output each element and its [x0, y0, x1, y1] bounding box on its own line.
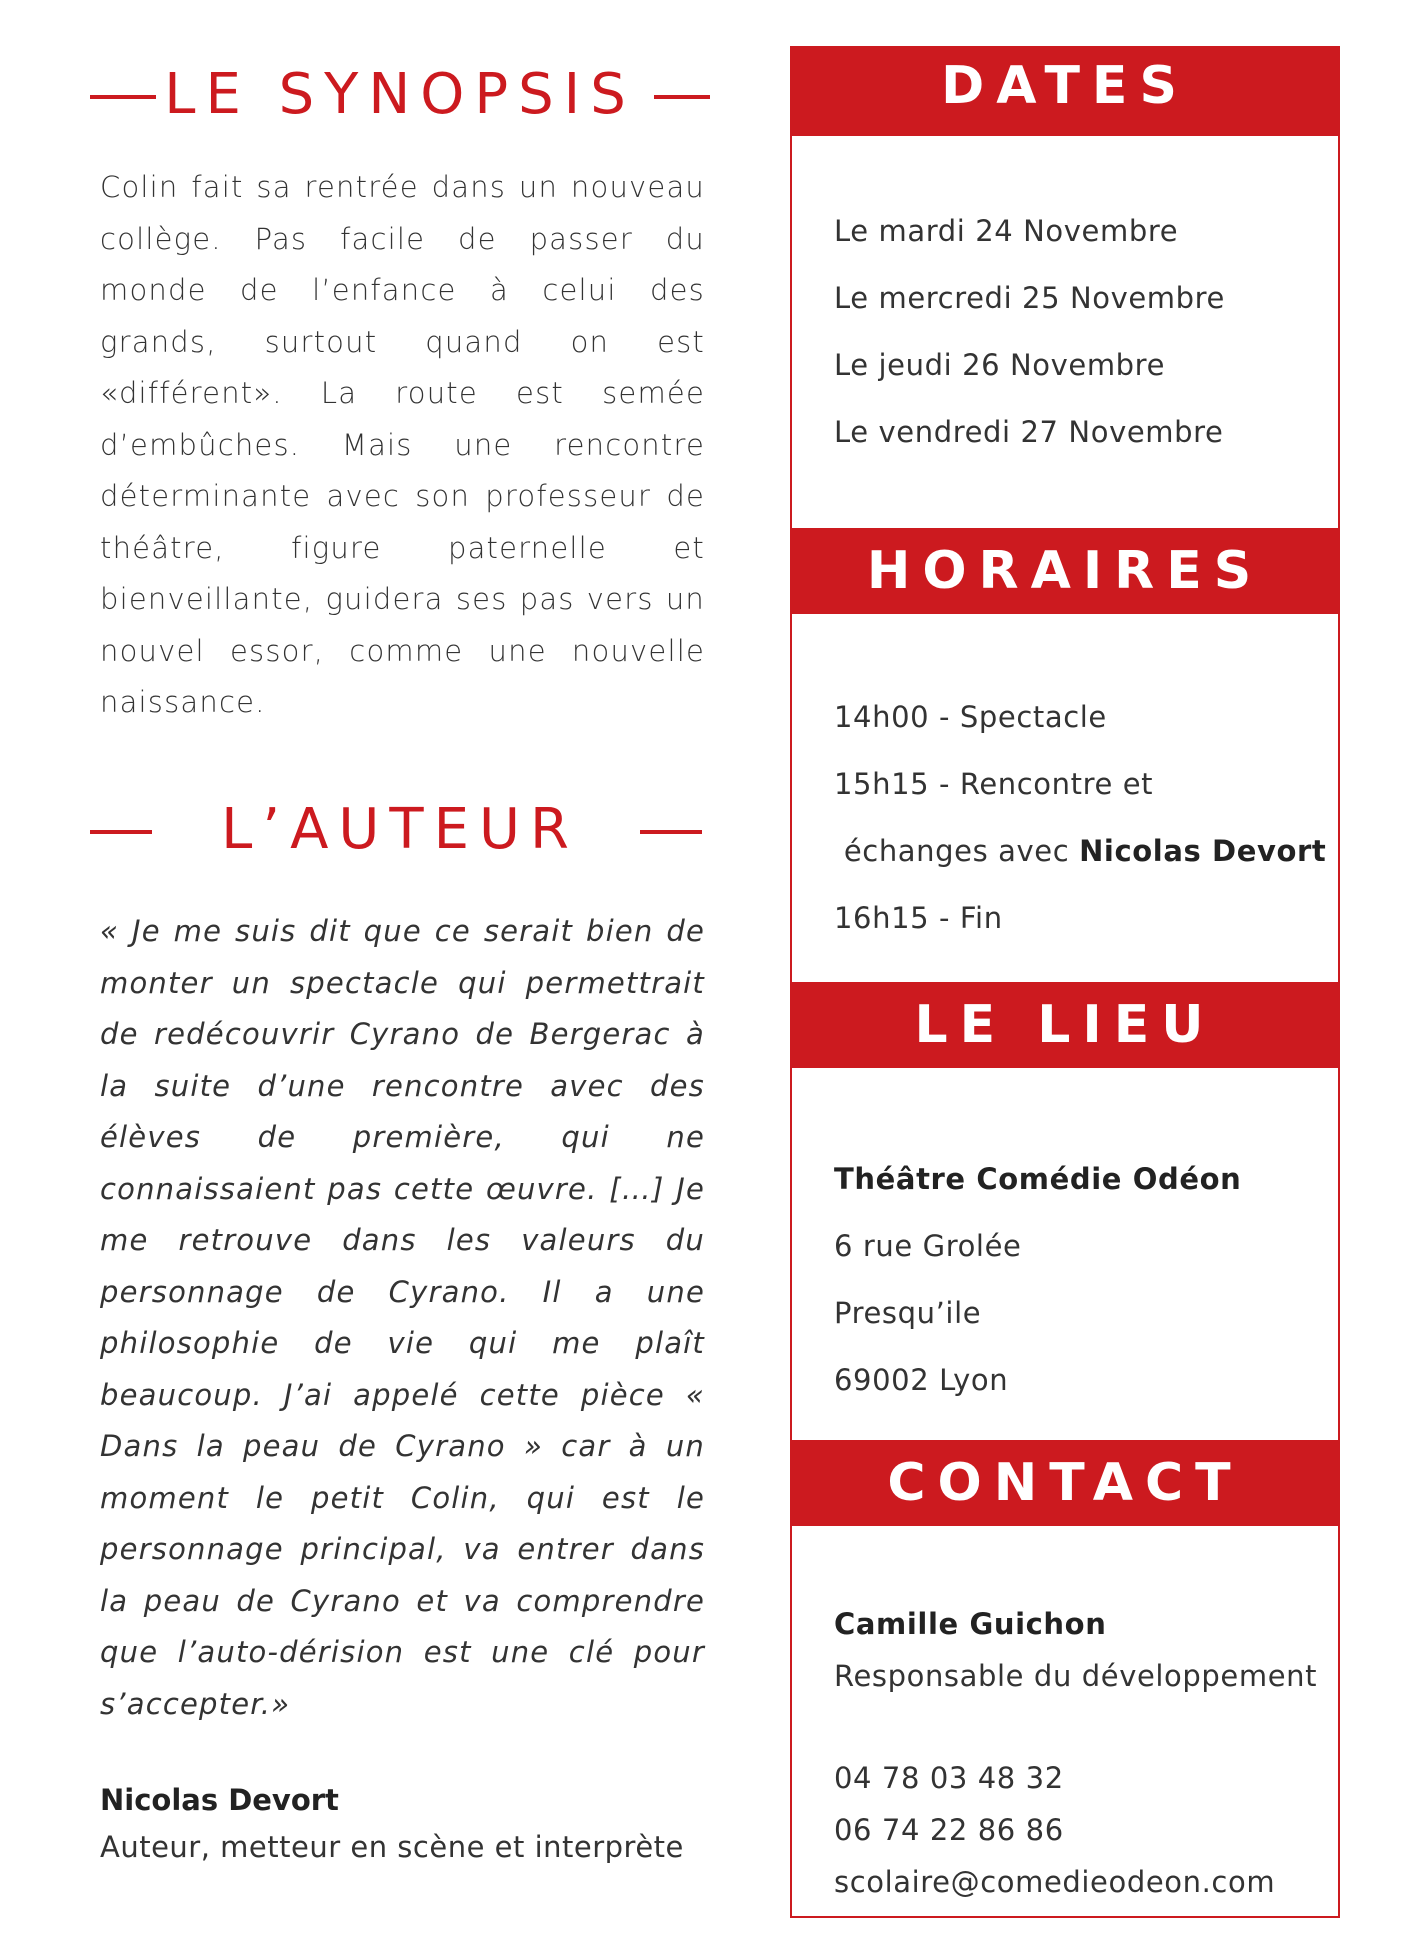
heading-dash-right	[640, 830, 702, 834]
schedule-author-name: Nicolas Devort	[1079, 834, 1327, 868]
author-signature	[100, 1778, 720, 1872]
venue-street: 6 rue Grolée	[834, 1229, 1022, 1263]
date-item: Le jeudi 26 Novembre	[834, 348, 1166, 382]
dates-list	[834, 198, 1334, 466]
contact-phone[interactable]: 04 78 03 48 32	[834, 1761, 1064, 1795]
heading-dash-right	[654, 95, 710, 99]
venue-area: Presqu’ile	[834, 1296, 982, 1330]
contact-details	[834, 1598, 1334, 1908]
venue-name: Théâtre Comédie Odéon	[834, 1162, 1242, 1196]
venue-city: 69002 Lyon	[834, 1363, 1009, 1397]
schedule-line: 16h15 - Fin	[834, 901, 1003, 935]
venue-address	[834, 1146, 1334, 1414]
author-quote: « Je me suis dit que ce serait bien de monter un spectacle qui permettrait de redécouvrir Cyrano de Bergerac à la suite d’une rencontre avec des élèves de première, qui ne connaissaient pas cette œuvre. […] Je me retrouve dans les valeurs du personnage de Cyrano. Il a une philosophie de vie qui me plaît beaucoup. J’ai appelé cette pièce « Dans la peau de Cyrano » car à un moment le petit Colin, qui est le personnage principal, va entrer dans la peau de Cyrano et va comprendre que l’auto-dérision est une clé pour s’accepter.»	[100, 914, 705, 1721]
author-title: L’AUTEUR	[221, 797, 579, 862]
synopsis-title: LE SYNOPSIS	[164, 62, 636, 127]
dates-heading: DATES	[790, 46, 1340, 136]
synopsis-heading	[90, 60, 710, 130]
contact-name: Camille Guichon	[834, 1607, 1107, 1641]
author-heading	[90, 795, 710, 865]
contact-role: Responsable du développement	[834, 1659, 1318, 1693]
schedule-line: 15h15 - Rencontre et	[834, 767, 1154, 801]
lieu-heading: LE LIEU	[790, 982, 1340, 1068]
contact-phone[interactable]: 06 74 22 86 86	[834, 1813, 1064, 1847]
schedule-line-text: échanges avec	[843, 834, 1080, 868]
author-name: Nicolas Devort	[100, 1783, 339, 1817]
horaires-list	[834, 684, 1334, 952]
contact-heading: CONTACT	[790, 1440, 1340, 1526]
contact-email[interactable]: scolaire@comedieodeon.com	[834, 1865, 1276, 1899]
date-item: Le vendredi 27 Novembre	[834, 415, 1224, 449]
schedule-line	[834, 818, 1334, 885]
date-item: Le mardi 24 Novembre	[834, 214, 1179, 248]
synopsis-text: Colin fait sa rentrée dans un nouveau collège. Pas facile de passer du monde de l’enfance à celui des grands, surtout quand on est «différent». La route est semée d’embûches. Mais une rencontre déterminante avec son professeur de théâtre, figure paternelle et bienveillante, guidera ses pas vers un nouvel essor, comme une nouvelle naissance.	[100, 170, 705, 719]
schedule-line: 14h00 - Spectacle	[834, 700, 1107, 734]
info-panel	[790, 46, 1340, 1918]
horaires-heading: HORAIRES	[790, 528, 1340, 614]
date-item: Le mercredi 25 Novembre	[834, 281, 1225, 315]
author-role: Auteur, metteur en scène et interprète	[100, 1830, 684, 1864]
